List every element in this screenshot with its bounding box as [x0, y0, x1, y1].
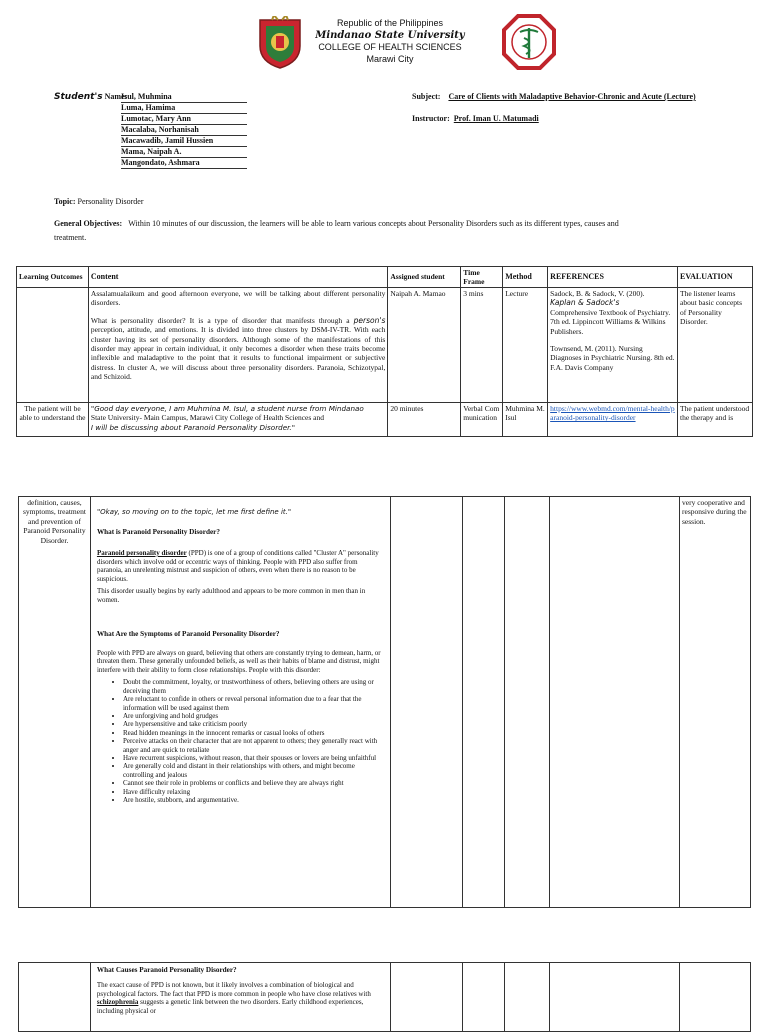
page3-p-a: The exact cause of PPD is not known, but it likely involves a combination of biological and psychological factors. The fact that PPD is more common in people who have close relatives with: [96, 981, 371, 998]
topic-label: Topic:: [54, 197, 76, 206]
page3-content: [90, 963, 390, 1032]
instructor-label: Instructor:: [412, 114, 450, 123]
page3-evaluation-cell: [680, 963, 751, 1032]
student-name: Mangondato, Ashmara: [121, 158, 247, 169]
row1-content-p2a: What is personality disorder? It is a type of disorder that manifests through a: [90, 315, 350, 325]
row1-evaluation: The listener learns about basic concepts of Personality Disorder.: [678, 288, 753, 403]
row1-content-p1: Assalamualaikum and good afternoon everyone, we will be talking about different personality disorders.: [90, 289, 386, 308]
row2-method: Verbal Communication: [461, 403, 503, 437]
page3-learning-cell: [19, 963, 91, 1032]
list-item: • Are generally cold and distant in their relationships with others, and might become controlling and jealous: [123, 762, 384, 779]
webmd-link[interactable]: https://www.webmd.com/mental-health/paranoid-personality-disorder: [550, 404, 675, 423]
row2-person: Muhmina M. Isul: [503, 403, 548, 437]
page2-definition: [97, 549, 384, 583]
row1-references: [548, 288, 678, 403]
page3-time-cell: [463, 963, 505, 1032]
college-name: COLLEGE OF HEALTH SCIENCES: [318, 42, 462, 52]
students-label: Name:: [104, 92, 128, 101]
header-line1: Republic of the Philippines: [336, 18, 444, 28]
list-item: • Have difficulty relaxing: [123, 788, 384, 796]
header-learning-outcomes: Learning Outcomes: [17, 267, 89, 288]
student-name: Macawadib, Jamil Hussien: [121, 136, 247, 147]
row1-time: 3 mins: [461, 288, 503, 403]
list-item: • Have recurrent suspicions, without reason, that their spouses or lovers are being unfaithful: [123, 754, 384, 762]
row1-content-p2: [91, 316, 385, 382]
subject-value: Care of Clients with Maladaptive Behavior-Chronic and Acute (Lecture): [448, 92, 696, 101]
row2-content: [88, 403, 387, 437]
student-name: Macalaba, Norhanisah: [121, 125, 247, 136]
student-name: Isul, Muhmina: [121, 92, 247, 103]
header-evaluation: EVALUATION: [678, 267, 753, 288]
row2-evaluation: The patient understood the therapy and is: [678, 403, 753, 437]
page2-assigned-cell: [390, 497, 463, 908]
header-method: Method: [503, 267, 548, 288]
instructor-value: Prof. Iman U. Matumadi: [453, 114, 539, 123]
schizophrenia-link[interactable]: schizophrenia: [96, 998, 139, 1007]
page2-heading2: What Are the Symptoms of Paranoid Personality Disorder?: [96, 629, 280, 638]
page3-method-cell: [505, 963, 550, 1032]
page2-heading1: What is Paranoid Personality Disorder?: [96, 528, 220, 536]
ref1-a: Sadock, B. & Sadock, V. (200).: [550, 289, 645, 298]
symptom-list: [111, 678, 384, 804]
list-item: • Are reluctant to confide in others or reveal personal information due to a fear that the information will be used against them: [123, 695, 384, 712]
row1-assigned: Naipah A. Mamao: [388, 288, 461, 403]
page2-p3: People with PPD are always on guard, believing that others are constantly trying to demean, harm, or threaten them. These generally unfounded beliefs, as well as their habits of blame and distrust, might interfere with their ability to form close relationships. People with this disorder:: [96, 648, 381, 674]
page2-quote: "Okay, so moving on to the topic, let me first define it.": [96, 508, 292, 516]
ref1-b: Kaplan & Sadock's: [550, 298, 620, 308]
student-name: Lumotac, Mary Ann: [121, 114, 247, 125]
def-term: Paranoid personality disorder: [96, 549, 187, 557]
page3-references-cell: [550, 963, 680, 1032]
page3-assigned-cell: [390, 963, 463, 1032]
page2-references-cell: [550, 497, 680, 908]
row2-assigned: 20 minutes: [388, 403, 461, 437]
def-rest: (PPD) is one of a group of conditions called "Cluster A" personality disorders which involve odd or eccentric ways of thinking. People with PPD also suffer from paranoia, an unrelenting mistrust and suspicion of others, even when there is no reason to be suspicious.: [96, 549, 379, 583]
lesson-plan-table-page2: [18, 496, 751, 908]
city-name: Marawi City: [366, 54, 414, 64]
page2-time-cell: [463, 497, 505, 908]
row1-content-p2b: person's: [353, 315, 386, 325]
subject-label: Subject:: [412, 92, 441, 101]
lesson-plan-table-page3: [18, 962, 751, 1032]
msu-seal-icon: [256, 16, 304, 70]
list-item: • Are unforgiving and hold grudges: [123, 712, 384, 720]
ref2: Townsend, M. (2011). Nursing Diagnoses in Psychiatric Nursing. 8th ed. F.A. Davis Company: [550, 344, 675, 372]
topic-value: Personality Disorder: [77, 197, 144, 206]
objectives-value: Within 10 minutes of our discussion, the learners will be able to learn various concepts about Personality Disorders such as its different types, causes and: [128, 219, 619, 228]
page2-learning: definition, causes, symptoms, treatment and prevention of Paranoid Personality Disorder.: [19, 497, 91, 908]
row1-content-p2c: perception, attitude, and emotions. It is divided into three clusters by DSM-IV-TR. With each cluster having its set of personality disorders. Although some of the manifestations of this disorder may appear in certain individual, it only becomes a disorder when these traits become inflexible and maladaptive to the point that it results to functional impairment or subjective distress. In cluster A, we will discuss about three personality disorders. Paranoia, Schizotypal, and Schizoid.: [90, 325, 386, 382]
row1-learning: [17, 288, 89, 403]
row1-method: Lecture: [503, 288, 548, 403]
ref1-c: Comprehensive Textbook of Psychiatry. 7th ed. Lippincott Williams & Wilkins Publishers.: [550, 307, 671, 336]
row2-content-b: State University- Main Campus, Marawi City College of Health Sciences and: [90, 413, 324, 423]
page3-paragraph: [97, 981, 384, 1015]
header-references: REFERENCES: [548, 267, 678, 288]
student-name: Luma, Hamima: [121, 103, 247, 114]
header-time: Time Frame: [461, 267, 503, 288]
lesson-plan-table-page1: [16, 266, 753, 437]
page3-heading: What Causes Paranoid Personality Disorder?: [96, 966, 237, 974]
students-label-bold: Student's: [54, 92, 103, 102]
student-list: [121, 92, 247, 169]
row1-content: [88, 288, 387, 403]
page2-method-cell: [505, 497, 550, 908]
row2-content-a: "Good day everyone, I am Muhmina M. Isul, a student nurse from Mindanao: [90, 404, 364, 413]
page2-evaluation: very cooperative and responsive during the session.: [680, 497, 751, 908]
student-name: Mama, Naipah A.: [121, 147, 247, 158]
page2-p2: This disorder usually begins by early adulthood and appears to be more common in men than in women.: [96, 587, 366, 604]
list-item: • Read hidden meanings in the innocent remarks or casual looks of others: [123, 729, 384, 737]
objectives-label: General Objectives:: [54, 219, 123, 228]
row2-content-c: I will be discussing about Paranoid Personality Disorder.": [90, 422, 296, 432]
list-item: • Doubt the commitment, loyalty, or trustworthiness of others, believing others are using or deceiving them: [123, 678, 384, 695]
university-name: Mindanao State University: [315, 30, 465, 41]
row2-learning: The patient will be able to understand the: [17, 403, 89, 437]
list-item: • Are hypersensitive and take criticism poorly: [123, 720, 384, 728]
header-assigned: Assigned student: [388, 267, 461, 288]
objectives-value-cont: treatment.: [54, 233, 87, 242]
page3-p-b: suggests a genetic link between the two disorders. Early childhood experiences, including physical or: [96, 998, 364, 1015]
list-item: • Cannot see their role in problems or conflicts and believe they are always right: [123, 779, 384, 787]
header-content: Content: [88, 267, 387, 288]
caduceus-icon: [502, 14, 556, 70]
list-item: • Are hostile, stubborn, and argumentative.: [123, 796, 384, 804]
page2-content: [90, 497, 390, 908]
list-item: • Perceive attacks on their character that are not apparent to others; they generally react with anger and are quick to retaliate: [123, 737, 384, 754]
